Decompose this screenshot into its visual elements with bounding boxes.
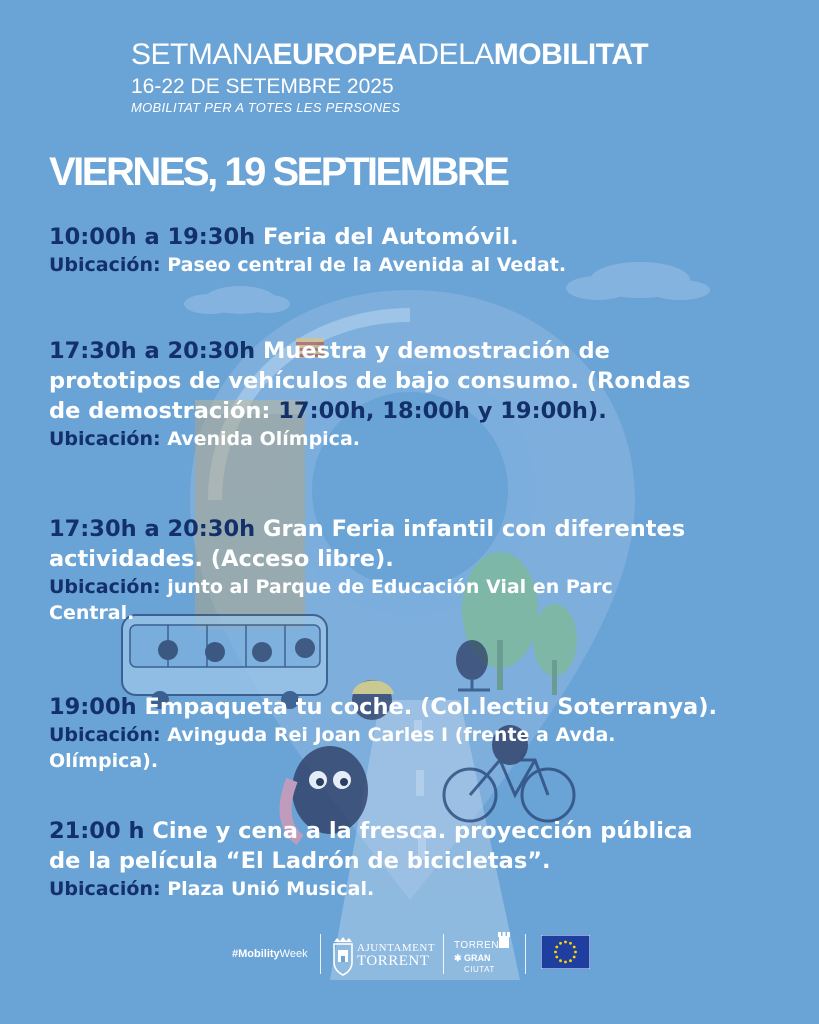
mobility-week-hashtag [232, 948, 308, 960]
title-europea: EUROPEA [272, 38, 418, 71]
event-description-line: de la película “El Ladrón de bicicletas”. [49, 848, 551, 874]
footer-divider [525, 934, 526, 974]
event-title: Gran Feria infantil con diferentes [262, 516, 686, 542]
event-time: 21:00 h [49, 818, 145, 844]
campaign-title [131, 38, 648, 72]
location-label: Ubicación: [49, 576, 161, 598]
footer-logos [0, 928, 819, 988]
torrent-label: TORRENT [357, 953, 430, 969]
event-title: Muestra y demostración de [262, 338, 610, 364]
event-title: Feria del Automóvil. [262, 224, 519, 250]
event-item-4 [49, 692, 799, 774]
event-item-2 [49, 336, 799, 452]
event-description-line: prototipos de vehículos de bajo consumo. (Rondas [49, 368, 691, 394]
ajuntament-label: AJUNTAMENT [357, 942, 436, 954]
event-location: Avenida Olímpica. [167, 428, 360, 450]
event-item-1 [49, 222, 799, 278]
cloud-left [184, 286, 290, 314]
location-label: Ubicación: [49, 254, 161, 276]
event-description-line: de demostración: [49, 398, 271, 424]
event-time: 17:30h a 20:30h [49, 338, 256, 364]
event-description-end: ). [587, 398, 607, 424]
event-location: junto al Parque de Educación Vial en Parc [167, 576, 613, 598]
title-mobilitat: MOBILITAT [493, 38, 649, 71]
eu-flag-icon [541, 935, 590, 969]
event-demo-times: 17:00h, 18:00h y 19:00h [278, 398, 588, 424]
location-label: Ubicación: [49, 724, 161, 746]
day-title: VIERNES, 19 SEPTIEMBRE [49, 150, 508, 194]
ajuntament-text [357, 942, 435, 968]
title-setmana: SETMANA [131, 38, 273, 71]
event-location-cont: Olímpica). [49, 750, 159, 772]
hashtag-suffix: Week [279, 948, 308, 960]
torrent-gran-ciutat-logo [452, 932, 512, 980]
event-title: Empaqueta tu coche. (Col.lectiu Soterranya). [144, 694, 718, 720]
event-location: Paseo central de la Avenida al Vedat. [167, 254, 567, 276]
event-time: 19:00h [49, 694, 137, 720]
tgc-torrent: TORRENT [454, 940, 506, 951]
footer-divider [320, 934, 321, 974]
event-title: Cine y cena a la fresca. proyección pública [152, 818, 693, 844]
event-item-3 [49, 514, 799, 626]
event-description-line: actividades. (Acceso libre). [49, 546, 394, 572]
coat-of-arms-icon [331, 936, 355, 976]
title-la: LA [458, 38, 494, 71]
campaign-motto: MOBILITAT PER A TOTES LES PERSONES [131, 100, 401, 115]
title-de: DE [417, 38, 459, 71]
location-label: Ubicación: [49, 878, 161, 900]
event-time: 17:30h a 20:30h [49, 516, 256, 542]
location-label: Ubicación: [49, 428, 161, 450]
event-location: Plaza Unió Musical. [167, 878, 375, 900]
event-item-5 [49, 816, 799, 902]
hashtag-prefix: #Mobility [232, 948, 280, 960]
event-location: Avinguda Rei Joan Carles I (frente a Avda. [167, 724, 616, 746]
tgc-ciutat: CIUTAT [464, 965, 495, 974]
footer-divider [443, 934, 444, 974]
campaign-header [131, 38, 648, 116]
ajuntament-torrent-logo [331, 934, 435, 976]
campaign-dates: 16-22 DE SETEMBRE 2025 [131, 75, 394, 98]
event-time: 10:00h a 19:30h [49, 224, 256, 250]
event-location-cont: Central. [49, 602, 135, 624]
tgc-gran: ✱ GRAN [454, 953, 491, 963]
